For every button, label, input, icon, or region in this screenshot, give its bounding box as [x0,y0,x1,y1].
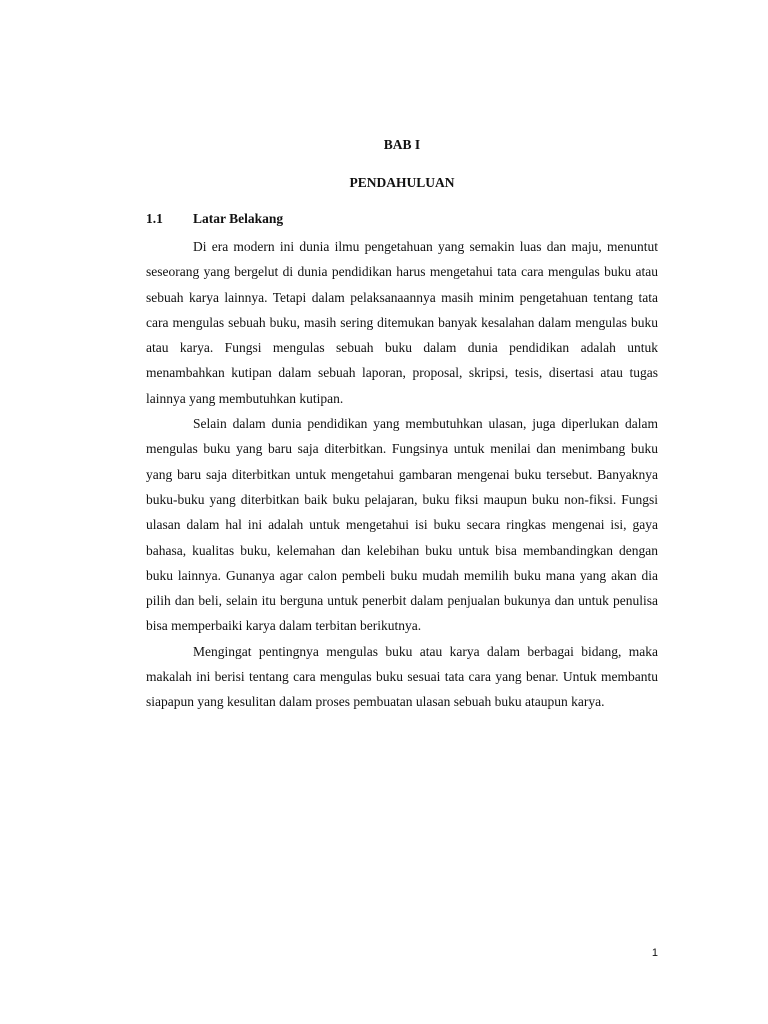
paragraph: Selain dalam dunia pendidikan yang membutuhkan ulasan, juga diperlukan dalam mengulas buku yang baru saja diterbitkan. Fungsinya untuk menilai dan menimbang buku yang baru saja diterbitkan untuk mengetahui gambaran mengenai buku tersebut. Banyaknya buku-buku yang diterbitkan baik buku pelajaran, buku fiksi maupun buku non-fiksi. Fungsi ulasan dalam hal ini adalah untuk mengetahui isi buku secara ringkas mengenai isi, gaya bahasa, kualitas buku, kelemahan dan kelebihan buku untuk bisa membandingkan dengan buku lainnya. Gunanya agar calon pembeli buku mudah memilih buku mana yang akan dia pilih dan beli, selain itu berguna untuk penerbit dalam penjualan bukunya dan untuk penulisa bisa memperbaiki karya dalam terbitan berikutnya. [146,416,658,634]
chapter-title: PENDAHULUAN [349,175,455,190]
paragraph: Di era modern ini dunia ilmu pengetahuan yang semakin luas dan maju, menuntut seseorang yang bergelut di dunia pendidikan harus mengetahui tata cara mengulas buku atau sebuah karya lainnya. Tetapi dalam pelaksanaannya masih minim pengetahuan tentang tata cara mengulas sebuah buku, masih sering ditemukan banyak kesalahan dalam mengulas buku atau karya. Fungsi mengulas sebuah buku dalam dunia pendidikan adalah untuk menambahkan kutipan dalam sebuah laporan, proposal, skripsi, tesis, disertasi atau tugas lainnya yang membutuhkan kutipan. [146,239,658,406]
chapter-label: BAB I [383,137,421,152]
section-heading [146,211,283,227]
page-number: 1 [651,947,658,959]
paragraph: Mengingat pentingnya mengulas buku atau karya dalam berbagai bidang, maka makalah ini berisi tentang cara mengulas buku sesuai tata cara yang benar. Untuk membantu siapapun yang kesulitan dalam proses pembuatan ulasan sebuah buku ataupun karya. [146,643,658,710]
body-text [146,234,658,715]
section-title: Latar Belakang [193,211,284,226]
section-number: 1.1 [146,211,163,226]
